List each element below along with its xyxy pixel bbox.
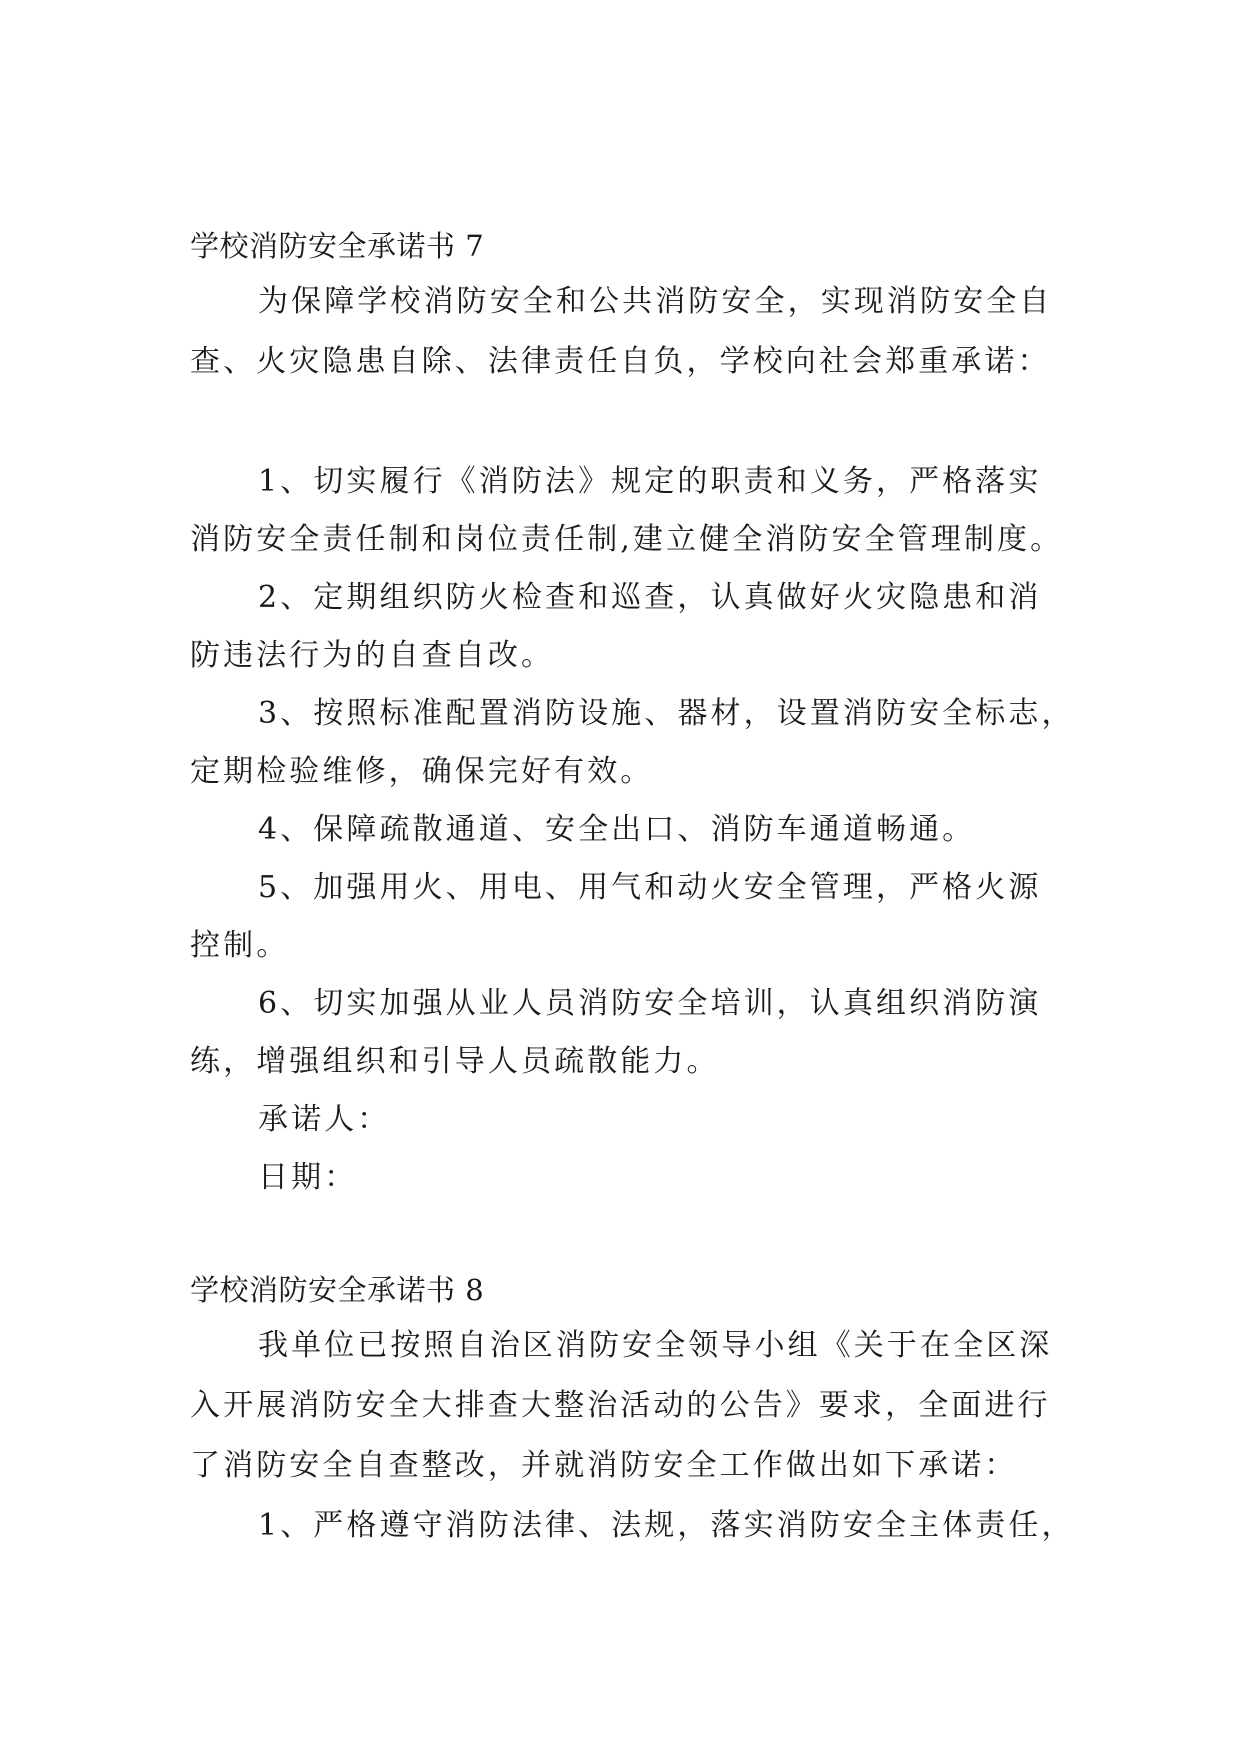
doc7-item-1-line-2: 消防安全责任制和岗位责任制,建立健全消防安全管理制度。 [190,522,1064,557]
doc7-item-5-line-1: 5、加强用火、用电、用气和动火安全管理，严格火源 [258,870,1042,905]
doc8-intro-line-3: 了消防安全自查整改，并就消防安全工作做出如下承诺： [190,1448,1018,1483]
doc7-date-label: 日期： [258,1160,358,1195]
doc7-intro-line-1: 为保障学校消防安全和公共消防安全，实现消防安全自 [258,284,1053,319]
doc7-title: 学校消防安全承诺书 7 [190,229,485,263]
doc8-intro-line-2: 入开展消防安全大排查大整治活动的公告》要求，全面进行 [190,1388,1051,1423]
doc7-intro-line-2: 查、火灾隐患自除、法律责任自负，学校向社会郑重承诺： [190,344,1051,379]
doc7-item-4-line-1: 4、保障疏散通道、安全出口、消防车通道畅通。 [258,812,976,847]
doc7-item-2-line-2: 防违法行为的自查自改。 [190,638,555,673]
doc8-title: 学校消防安全承诺书 8 [190,1273,485,1307]
doc7-item-1-line-1: 1、切实履行《消防法》规定的职责和义务，严格落实 [258,464,1042,499]
doc7-item-3-line-1: 3、按照标准配置消防设施、器材，设置消防安全标志， [258,696,1075,731]
doc7-item-6-line-2: 练，增强组织和引导人员疏散能力。 [190,1044,720,1079]
doc7-item-2-line-1: 2、定期组织防火检查和巡查，认真做好火灾隐患和消 [258,580,1042,615]
doc7-item-3-line-2: 定期检验维修，确保完好有效。 [190,754,654,789]
doc8-intro-line-1: 我单位已按照自治区消防安全领导小组《关于在全区深 [258,1328,1053,1363]
doc7-item-5-line-2: 控制。 [190,928,290,963]
doc8-item-1-line-1: 1、严格遵守消防法律、法规，落实消防安全主体责任， [258,1508,1075,1543]
doc7-promisor-label: 承诺人： [258,1102,391,1137]
doc7-item-6-line-1: 6、切实加强从业人员消防安全培训，认真组织消防演 [258,986,1042,1021]
